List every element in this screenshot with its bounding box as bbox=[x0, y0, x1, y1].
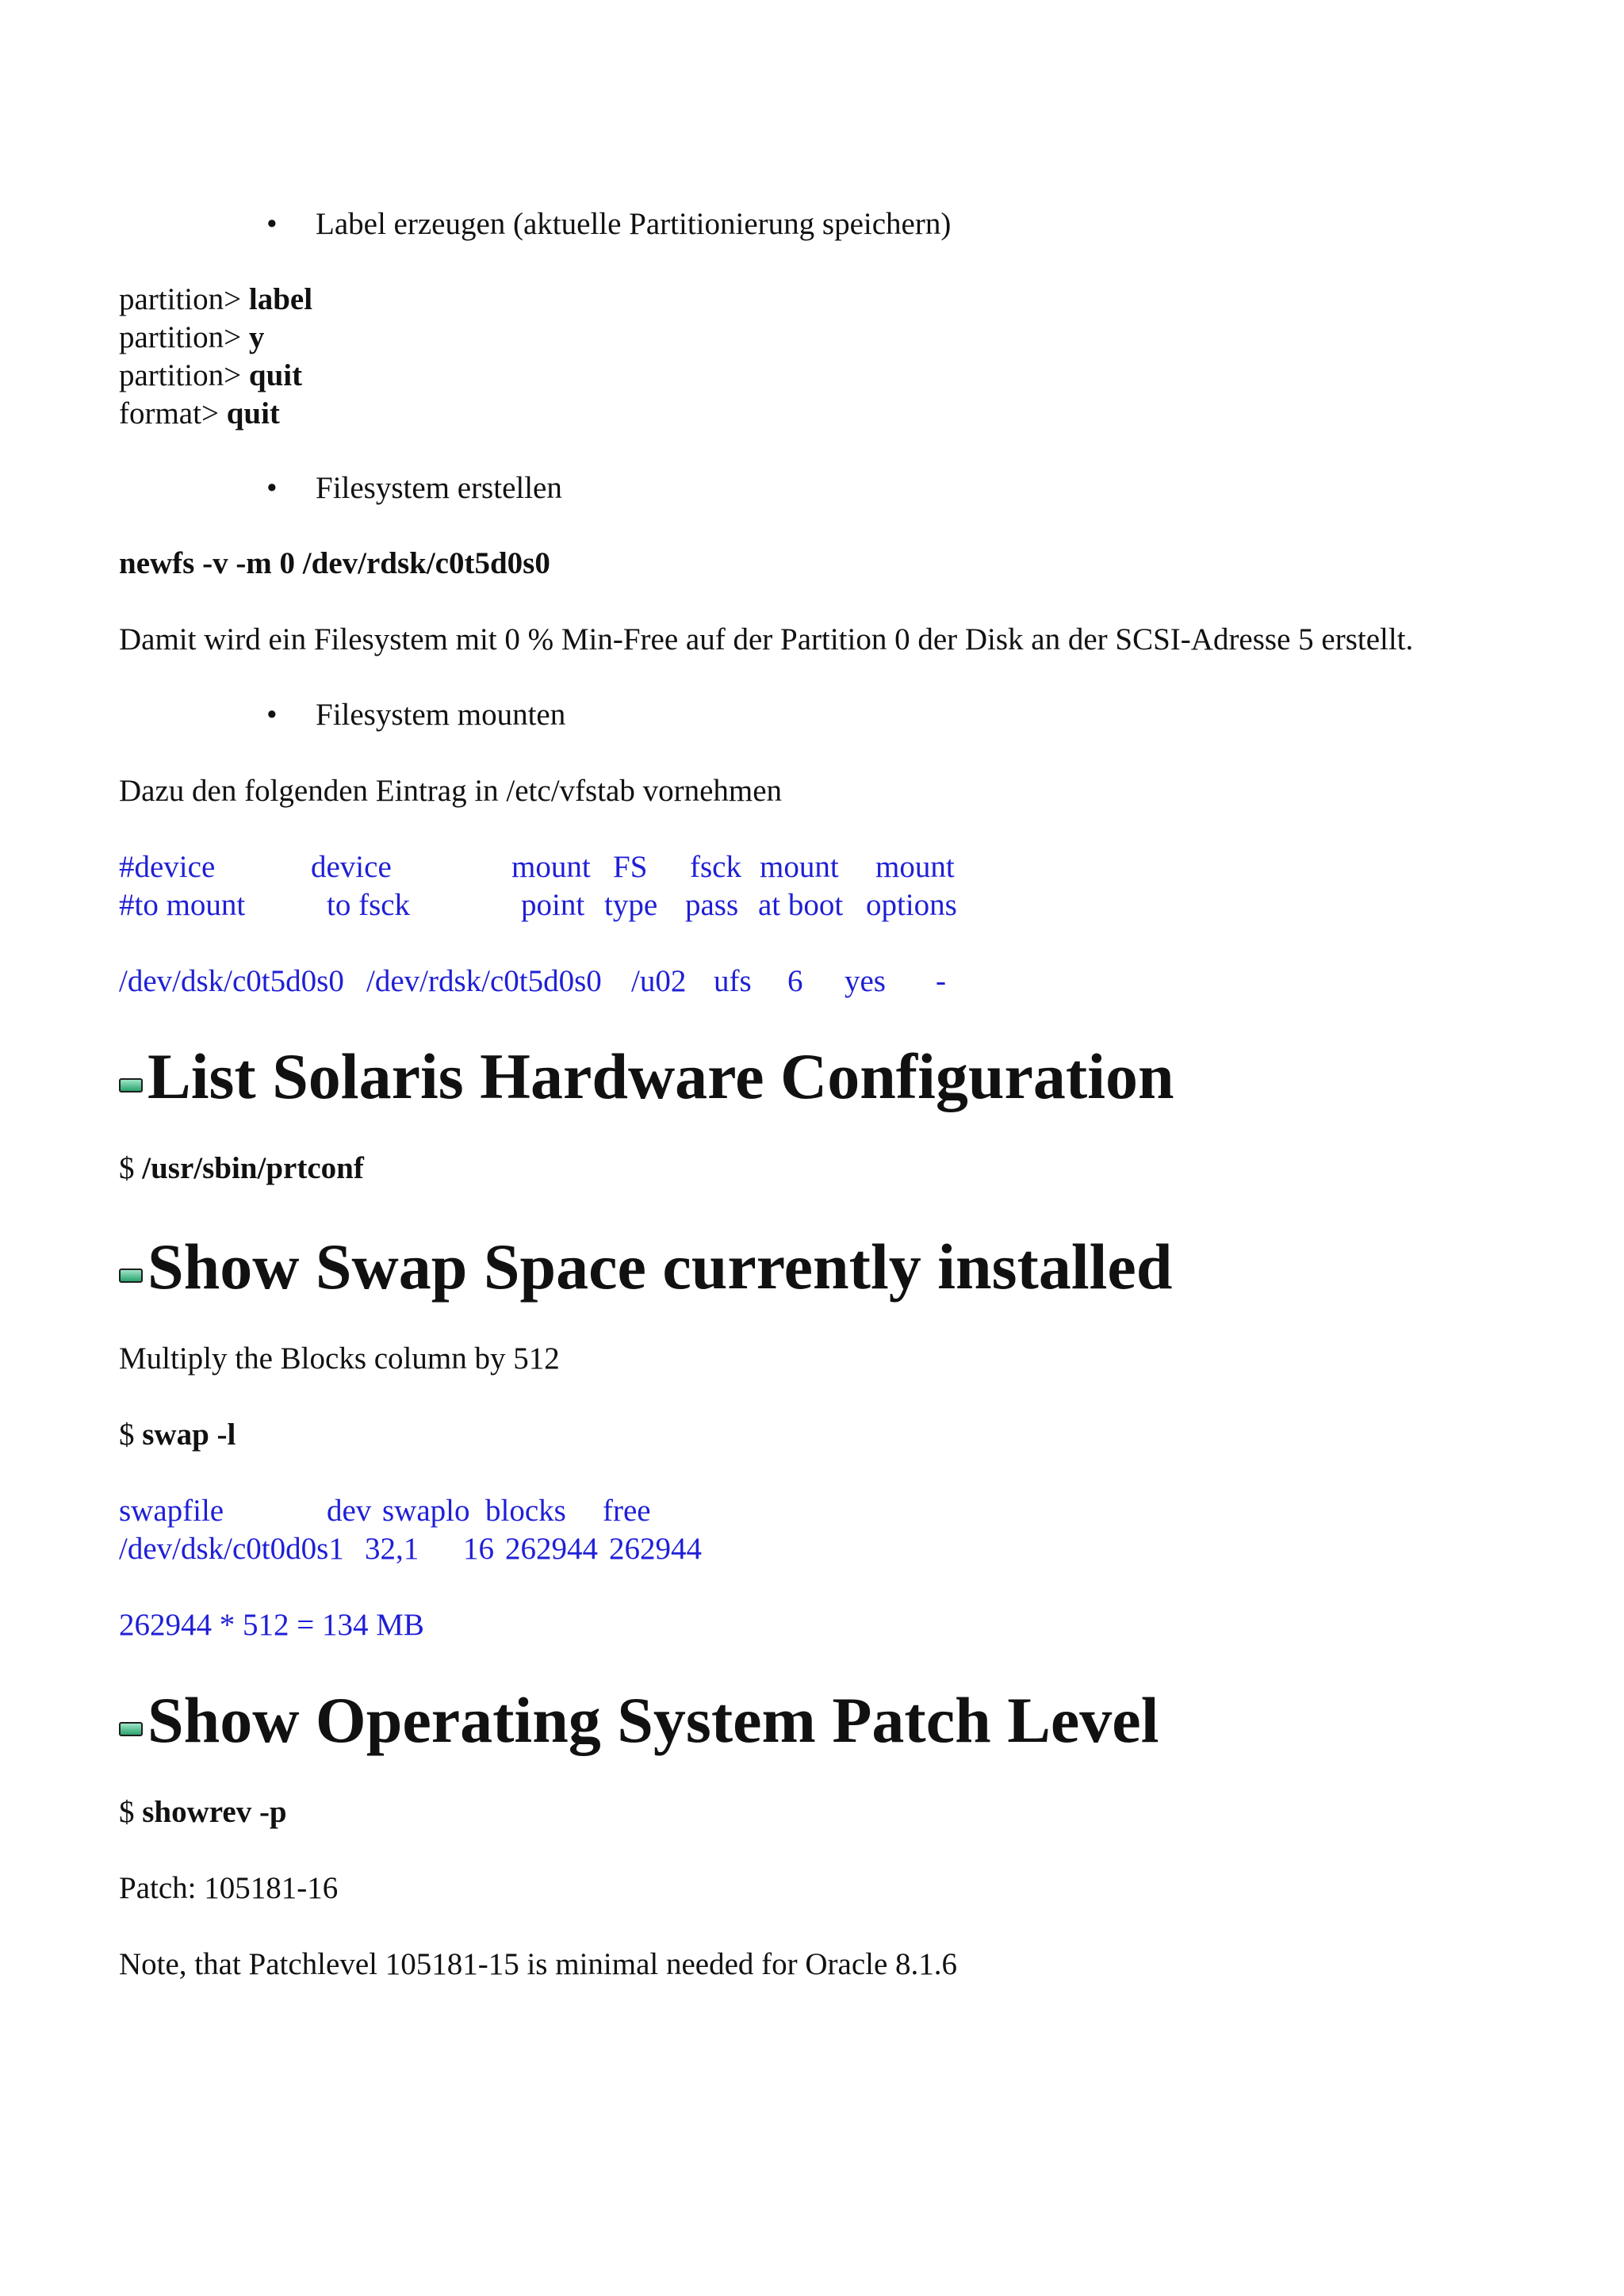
bullet-dot: • bbox=[266, 471, 278, 505]
session-line-4: format> quit bbox=[119, 396, 280, 430]
vfstab-entry-mountpoint: /u02 bbox=[631, 964, 687, 998]
vfstab-h1-mount3: mount bbox=[875, 850, 955, 884]
vfstab-h2-type: type bbox=[604, 888, 658, 922]
bullet-dot: • bbox=[266, 207, 278, 241]
swap-h-dev: dev bbox=[327, 1494, 372, 1528]
swap-r-blocks: 262944 bbox=[505, 1532, 598, 1566]
prtconf-command: $ /usr/sbin/prtconf bbox=[119, 1151, 364, 1185]
swap-r-swapfile: /dev/dsk/c0t0d0s1 bbox=[119, 1532, 344, 1566]
vfstab-h1-mount2: mount bbox=[760, 850, 839, 884]
session-line-3: partition> quit bbox=[119, 358, 303, 392]
swap-h-swapfile: swapfile bbox=[119, 1494, 224, 1528]
swap-calculation: 262944 * 512 = 134 MB bbox=[119, 1608, 424, 1642]
swap-command: $ swap -l bbox=[119, 1418, 236, 1452]
vfstab-h1-fs: FS bbox=[613, 850, 648, 884]
session-line-2: partition> y bbox=[119, 320, 265, 354]
vfstab-entry-device: /dev/dsk/c0t5d0s0 bbox=[119, 964, 344, 998]
vfstab-entry-fstype: ufs bbox=[714, 964, 752, 998]
vfstab-h1-device: #device bbox=[119, 850, 216, 884]
vfstab-entry-options: - bbox=[936, 964, 946, 998]
vfstab-h2-pass: pass bbox=[685, 888, 739, 922]
bullet-newfs-text: Filesystem erstellen bbox=[316, 471, 562, 505]
bullet-mount-text: Filesystem mounten bbox=[316, 698, 566, 732]
swap-r-free: 262944 bbox=[609, 1532, 702, 1566]
section-marker-icon bbox=[119, 1722, 143, 1736]
swap-r-swaplo: 16 bbox=[463, 1532, 494, 1566]
vfstab-h2-tomount: #to mount bbox=[119, 888, 246, 922]
section-marker-icon bbox=[119, 1078, 143, 1093]
vfstab-h1-mount: mount bbox=[511, 850, 591, 884]
vfstab-h2-atboot: at boot bbox=[758, 888, 844, 922]
vfstab-h2-options: options bbox=[866, 888, 957, 922]
section-marker-icon bbox=[119, 1269, 143, 1283]
newfs-description: Damit wird ein Filesystem mit 0 % Min-Free auf der Partition 0 der Disk an der SCSI-Adresse 5 erstellt. bbox=[119, 622, 1414, 656]
heading-swap-space: Show Swap Space currently installed bbox=[119, 1229, 1172, 1305]
patch-note: Note, that Patchlevel 105181-15 is minimal needed for Oracle 8.1.6 bbox=[119, 1947, 958, 1981]
session-line-1: partition> label bbox=[119, 282, 313, 316]
vfstab-h2-tofsck: to fsck bbox=[327, 888, 411, 922]
swap-h-blocks: blocks bbox=[485, 1494, 566, 1528]
swap-description: Multiply the Blocks column by 512 bbox=[119, 1341, 560, 1376]
vfstab-entry-atboot: yes bbox=[845, 964, 886, 998]
swap-r-dev: 32,1 bbox=[365, 1532, 419, 1566]
heading-hardware-config: List Solaris Hardware Configuration bbox=[119, 1039, 1174, 1115]
vfstab-entry-pass: 6 bbox=[787, 964, 803, 998]
vfstab-intro: Dazu den folgenden Eintrag in /etc/vfstab vornehmen bbox=[119, 774, 783, 808]
swap-h-free: free bbox=[603, 1494, 651, 1528]
vfstab-h1-fsck: fsck bbox=[690, 850, 741, 884]
swap-h-swaplo: swaplo bbox=[382, 1494, 470, 1528]
heading-patch-level: Show Operating System Patch Level bbox=[119, 1682, 1159, 1758]
vfstab-h2-point: point bbox=[521, 888, 585, 922]
vfstab-entry-fsck-device: /dev/rdsk/c0t5d0s0 bbox=[366, 964, 602, 998]
patch-result: Patch: 105181-16 bbox=[119, 1871, 339, 1905]
vfstab-h1-device2: device bbox=[311, 850, 392, 884]
bullet-dot: • bbox=[266, 698, 278, 732]
bullet-label-text: Label erzeugen (aktuelle Partitionierung speichern) bbox=[316, 207, 952, 241]
newfs-command: newfs -v -m 0 /dev/rdsk/c0t5d0s0 bbox=[119, 546, 550, 580]
showrev-command: $ showrev -p bbox=[119, 1795, 287, 1829]
